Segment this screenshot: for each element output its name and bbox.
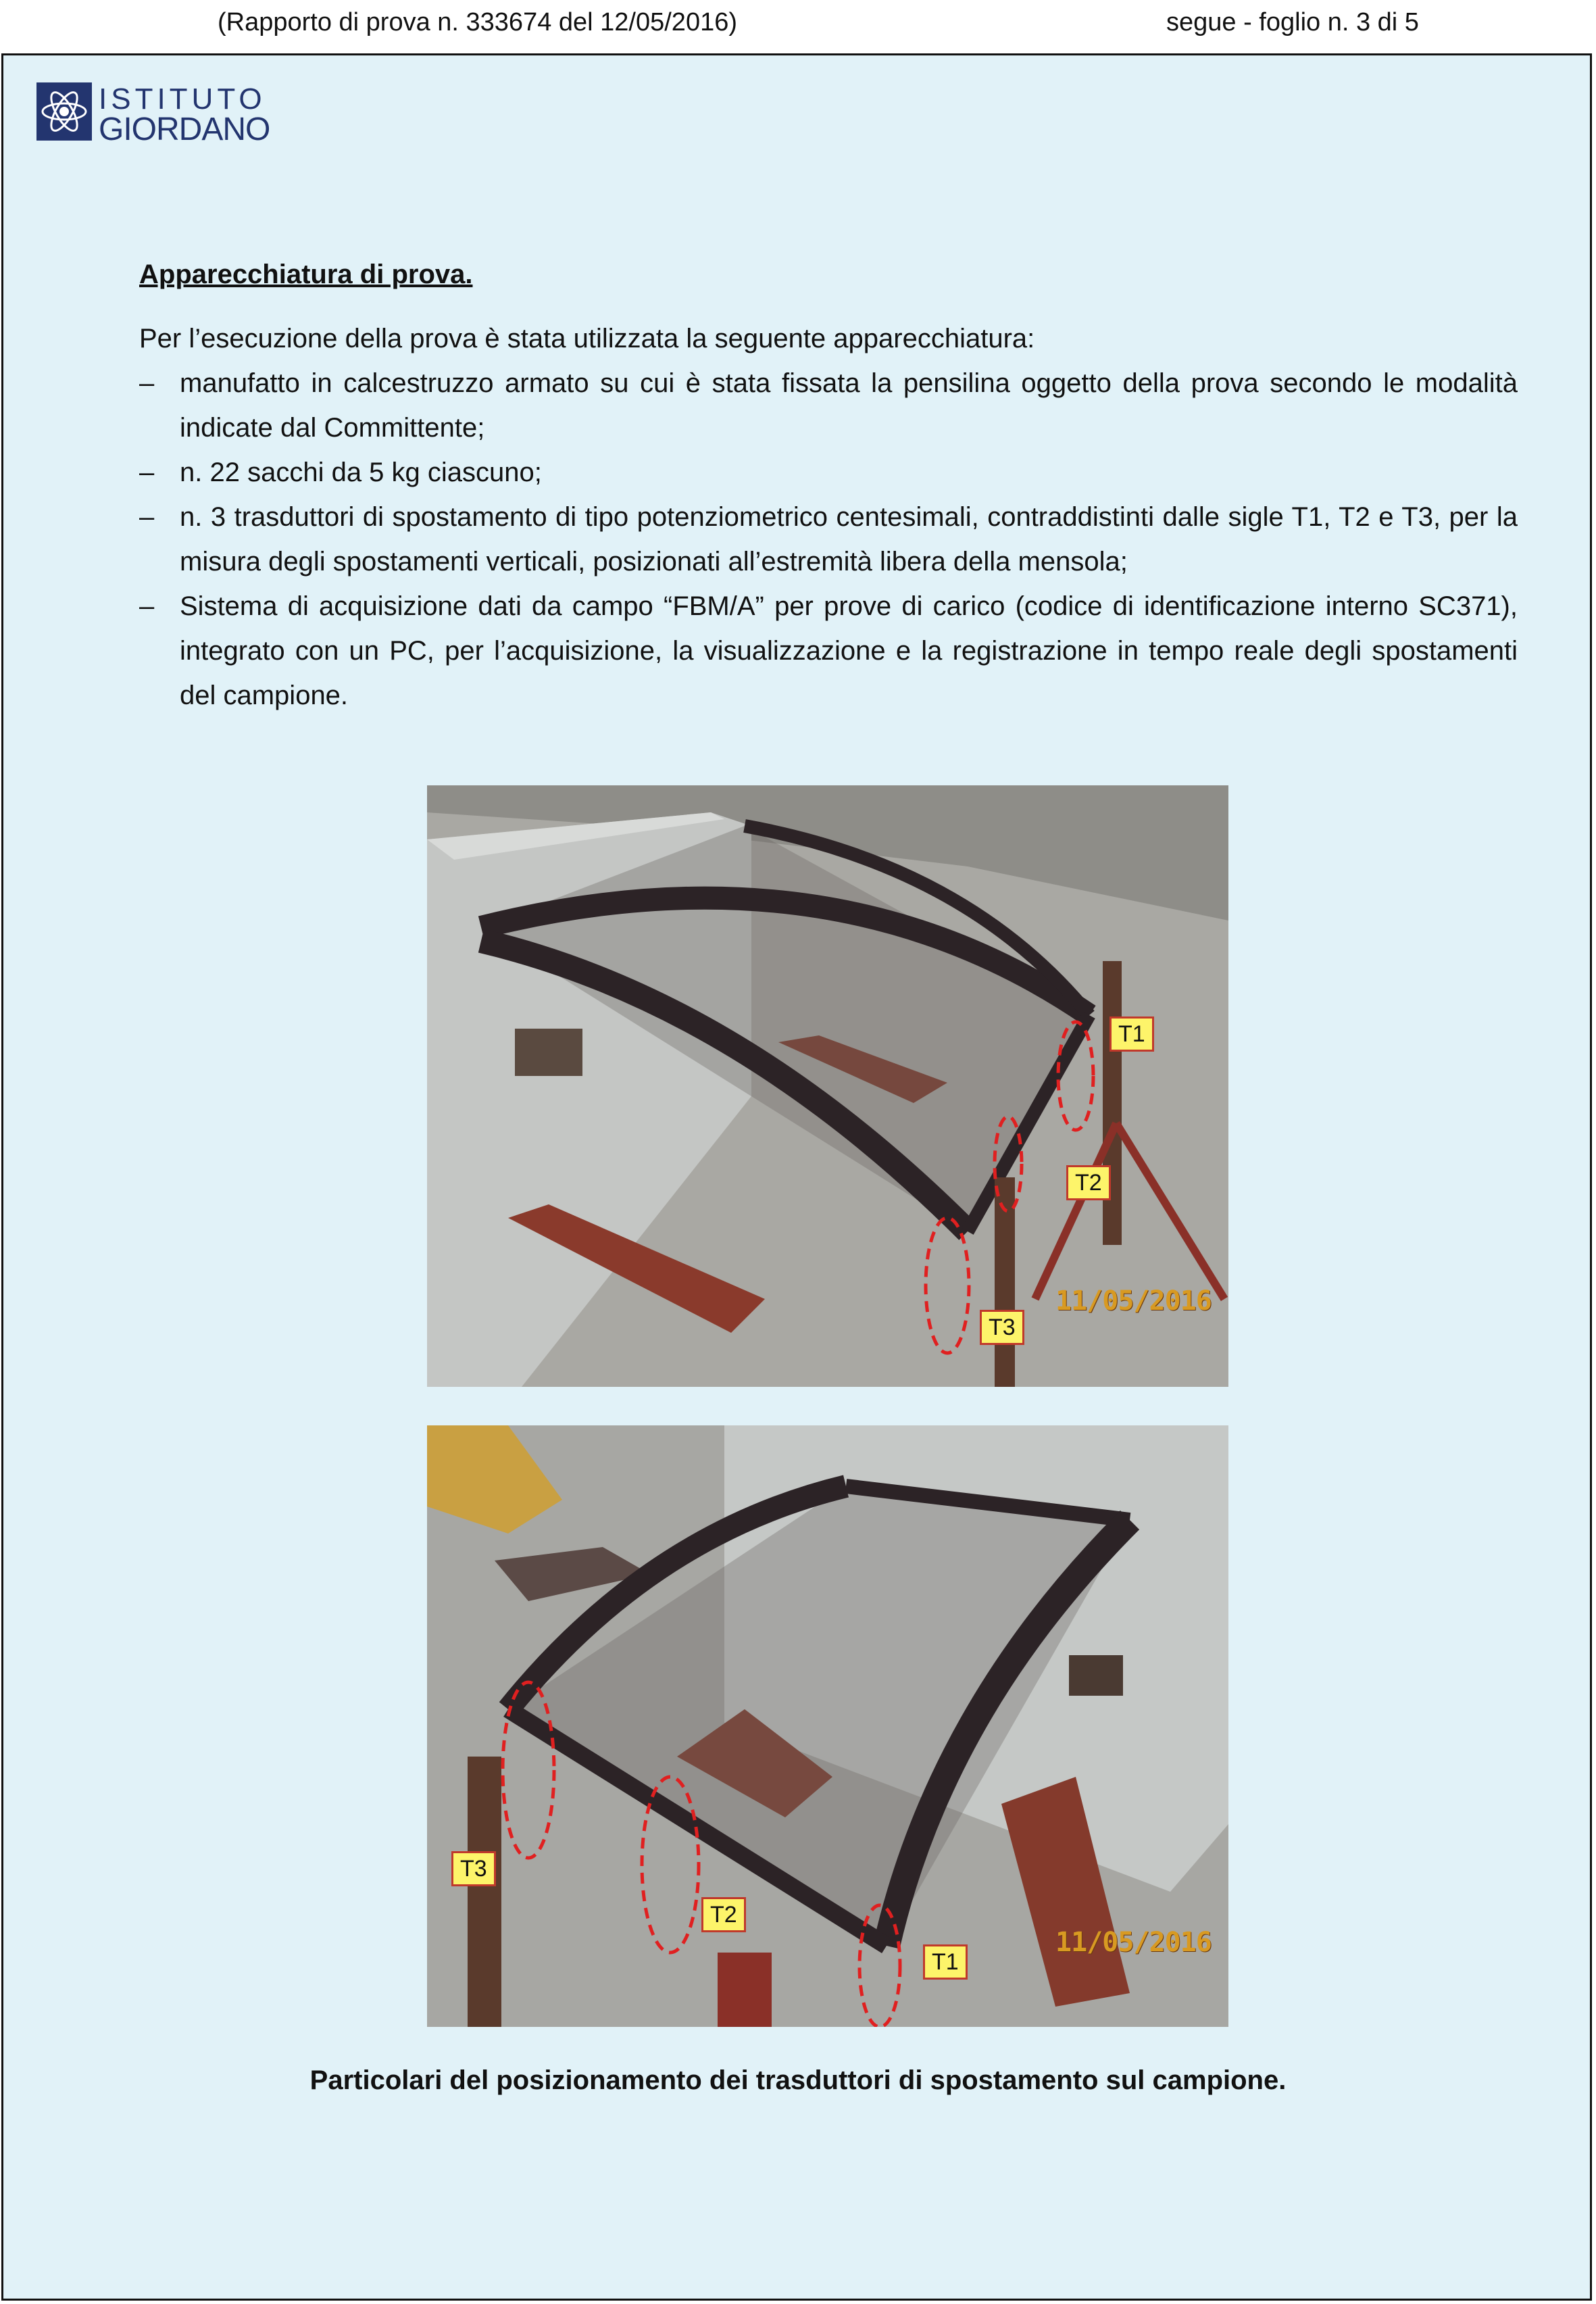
transducer-label-t2: T2 bbox=[701, 1897, 746, 1932]
report-reference: (Rapporto di prova n. 333674 del 12/05/2016) bbox=[218, 8, 737, 36]
figure-caption: Particolari del posizionamento dei trasduttori di spostamento sul campione. bbox=[309, 2065, 1287, 2095]
transducer-label-t2: T2 bbox=[1066, 1165, 1111, 1200]
list-item-text: manufatto in calcestruzzo armato su cui è stata fissata la pensilina oggetto della prova secondo le modalità indicate dal Committente; bbox=[180, 368, 1518, 443]
list-dash: – bbox=[139, 502, 155, 532]
list-item-text: n. 3 trasduttori di spostamento di tipo potenziometrico centesimali, contraddistinti dalle sigle T1, T2 e T3, per la misura degli spostamenti verticali, posizionati all’estremità libera della mensola; bbox=[180, 502, 1518, 577]
transducer-label-t1: T1 bbox=[923, 1944, 968, 1980]
list-item-text: Sistema di acquisizione dati da campo “FBM/A” per prove di carico (codice di identificazione interno SC371), integrato con un PC, per l’acquisizione, la visualizzazione e la registrazione in tempo reale degli spostamenti del campione. bbox=[180, 591, 1518, 710]
equipment-section bbox=[139, 255, 1518, 718]
sheet-number: segue - foglio n. 3 di 5 bbox=[1166, 8, 1419, 36]
logo-text-istituto: ISTITUTO bbox=[99, 82, 266, 116]
date-stamp: 11/05/2016 bbox=[1055, 1285, 1212, 1317]
list-item bbox=[139, 361, 1518, 450]
list-dash: – bbox=[139, 591, 155, 621]
transducer-label-t3: T3 bbox=[980, 1310, 1024, 1345]
test-setup-photo-front bbox=[427, 785, 1228, 1387]
logo-text-giordano: GIORDANO bbox=[99, 112, 270, 147]
test-setup-photo-side bbox=[427, 1425, 1228, 2027]
list-dash: – bbox=[139, 458, 155, 487]
list-item-text: n. 22 sacchi da 5 kg ciascuno; bbox=[180, 458, 542, 487]
list-item bbox=[139, 450, 1518, 495]
list-item bbox=[139, 495, 1518, 584]
date-stamp: 11/05/2016 bbox=[1055, 1927, 1212, 1958]
transducer-label-t3: T3 bbox=[451, 1851, 496, 1886]
section-intro: Per l’esecuzione della prova è stata utilizzata la seguente apparecchiatura: bbox=[139, 324, 1035, 353]
istituto-giordano-logo bbox=[36, 82, 280, 147]
equipment-list bbox=[139, 361, 1518, 718]
transducer-label-t1: T1 bbox=[1109, 1016, 1154, 1052]
page-header bbox=[0, 0, 1596, 53]
list-item bbox=[139, 584, 1518, 718]
list-dash: – bbox=[139, 368, 155, 398]
section-heading: Apparecchiatura di prova. bbox=[139, 260, 473, 289]
atom-logo-icon bbox=[36, 82, 92, 141]
